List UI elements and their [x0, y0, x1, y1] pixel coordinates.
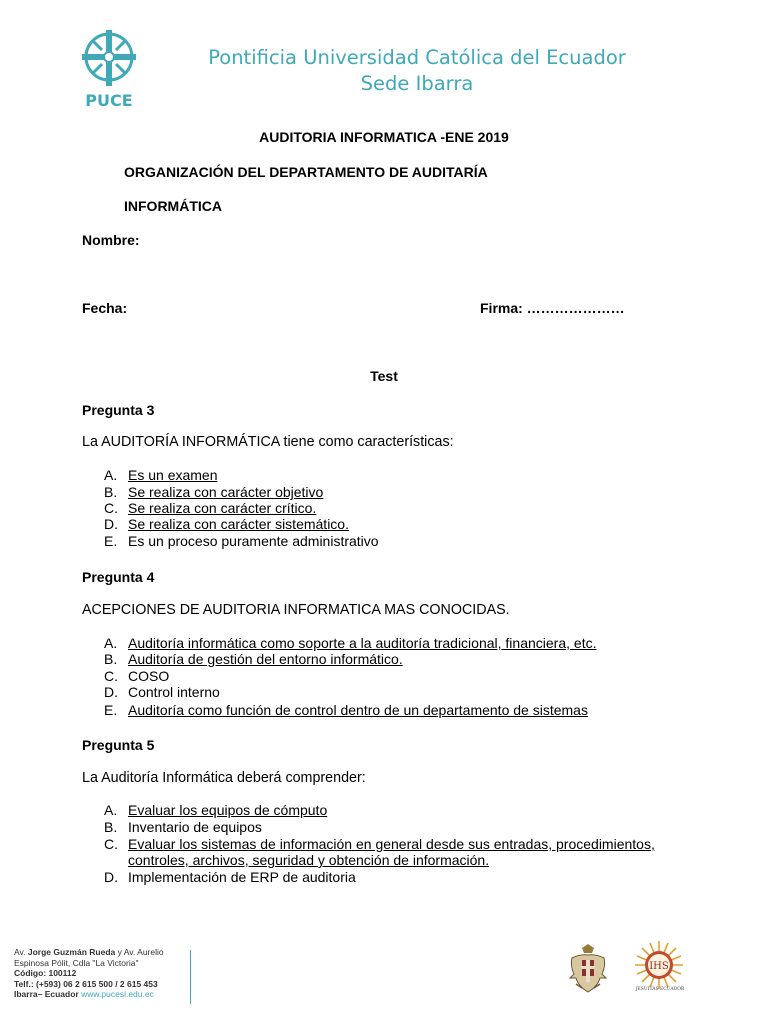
option-letter: B.	[104, 819, 118, 835]
option-text: Se realiza con carácter objetivo	[128, 484, 324, 500]
option-text: Auditoría como función de control dentro de un departamento de sistemas	[128, 702, 588, 718]
question-3-option-e	[104, 533, 379, 550]
option-text: Auditoría de gestión del entorno informático.	[128, 651, 403, 667]
option-letter: A.	[104, 635, 118, 651]
svg-text:PUCE: PUCE	[85, 91, 133, 110]
address-street: Jorge Guzmán Rueda	[27, 947, 116, 957]
option-letter: A.	[104, 467, 118, 483]
question-3-title: Pregunta 3	[82, 402, 155, 418]
option-letter: D.	[104, 516, 118, 532]
option-text: Auditoría informática como soporte a la auditoría tradicional, financiera, etc.	[128, 635, 597, 651]
campus-name: Sede Ibarra	[360, 72, 474, 95]
address-line-1	[14, 947, 164, 958]
question-5-option-b	[104, 819, 262, 836]
option-text: Es un proceso puramente administrativo	[128, 533, 379, 549]
option-letter: A.	[104, 802, 118, 818]
question-3-option-d	[104, 516, 349, 533]
option-letter: C.	[104, 500, 118, 516]
option-text: Es un examen	[128, 467, 218, 483]
option-letter: E.	[104, 702, 118, 718]
option-letter: B.	[104, 484, 118, 500]
option-letter: D.	[104, 684, 118, 700]
question-4-option-a	[104, 635, 596, 652]
date-label: Fecha:	[82, 300, 128, 316]
question-3-prompt: La AUDITORÍA INFORMÁTICA tiene como características:	[82, 434, 454, 450]
phone: Telf.: (+593) 06 2 615 500 / 2 615 453	[14, 978, 158, 989]
question-3-option-c	[104, 500, 316, 517]
question-4-option-b	[104, 651, 403, 668]
option-text: Control interno	[128, 684, 220, 700]
seal-caption: JESUITAS ECUADOR	[635, 987, 685, 992]
svg-text:IHS: IHS	[649, 961, 669, 972]
option-text: Se realiza con carácter sistemático.	[128, 516, 349, 532]
question-3-option-b	[104, 484, 323, 501]
question-5-option-a	[104, 802, 327, 819]
question-3-option-a	[104, 467, 218, 484]
topic-line-2: INFORMÁTICA	[124, 198, 222, 214]
question-5-title: Pregunta 5	[82, 737, 155, 753]
name-label: Nombre:	[82, 232, 140, 248]
option-letter: C.	[104, 836, 118, 852]
option-text: Se realiza con carácter crítico.	[128, 500, 317, 516]
option-text: Evaluar los equipos de cómputo	[128, 802, 328, 818]
option-letter: D.	[104, 869, 118, 885]
option-letter: B.	[104, 651, 118, 667]
course-title: AUDITORIA INFORMATICA -ENE 2019	[259, 129, 509, 145]
university-name: Pontificia Universidad Católica del Ecuador	[208, 46, 626, 69]
address-suffix: y Av. Aurelio	[115, 947, 164, 957]
option-letter: C.	[104, 668, 118, 684]
question-5-option-d	[104, 869, 356, 886]
option-text: Implementación de ERP de auditoria	[128, 869, 356, 885]
question-5-option-c	[104, 836, 655, 853]
option-letter: E.	[104, 533, 118, 549]
address-line-2: Espinosa Pólit, Cdla "La Victoria"	[14, 957, 139, 968]
option-text: Evaluar los sistemas de información en general desde sus entradas, procedimientos,	[128, 836, 655, 852]
puce-logo	[76, 26, 142, 112]
footer-address	[14, 947, 164, 1000]
postal-code: Código: 100112	[14, 968, 77, 978]
website-link[interactable]: www.pucesi.edu.ec	[81, 989, 154, 999]
question-5-prompt: La Auditoría Informática deberá comprender:	[82, 770, 366, 786]
question-4-option-d	[104, 684, 220, 701]
question-5-option-c-continued: controles, archivos, seguridad y obtención de información.	[128, 852, 490, 868]
coat-of-arms-icon	[566, 944, 610, 994]
option-text: Inventario de equipos	[128, 819, 262, 835]
option-text: COSO	[128, 668, 170, 684]
puce-cross-icon	[76, 26, 142, 112]
city: Ibarra– Ecuador	[14, 989, 82, 999]
question-4-option-e	[104, 702, 588, 719]
question-4-title: Pregunta 4	[82, 569, 155, 585]
footer-divider	[190, 950, 191, 1004]
signature-label: Firma: …………………	[480, 300, 625, 316]
question-4-prompt: ACEPCIONES DE AUDITORIA INFORMATICA MAS CONOCIDAS.	[82, 602, 510, 618]
test-title: Test	[370, 368, 398, 384]
address-prefix: Av.	[14, 947, 28, 957]
question-4-option-c	[104, 668, 169, 685]
topic-line-1: ORGANIZACIÓN DEL DEPARTAMENTO DE AUDITARÍA	[124, 164, 488, 180]
